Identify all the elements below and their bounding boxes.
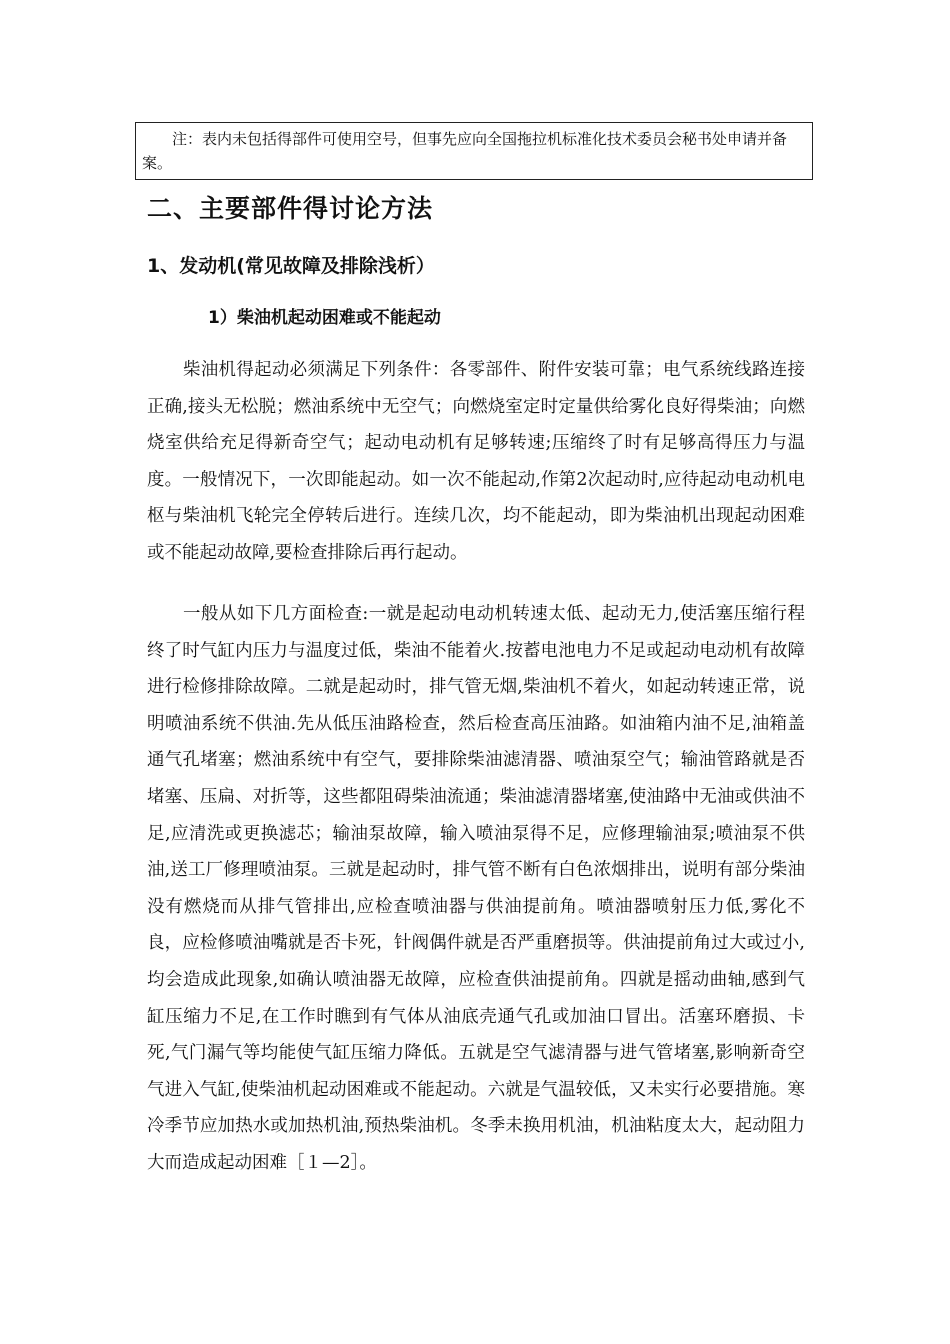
- subsubsection-heading: 1）柴油机起动困难或不能起动: [208, 308, 441, 328]
- paragraph-inspection-steps: 一般从如下几方面检查:一就是起动电动机转速太低、起动无力,使活塞压缩行程终了时气缸内压力与温度过低，柴油不能着火.按蓄电池电力不足或起动电动机有故障进行检修排除故障。二就是起动时，排气管无烟,柴油机不着火，如起动转速正常，说明喷油系统不供油.先从低压油路检查，然后检查高压油路。如油箱内油不足,油箱盖通气孔堵塞；燃油系统中有空气，要排除柴油滤清器、喷油泵空气；输油管路就是否堵塞、压扁、对折等，这些都阻碍柴油流通；柴油滤清器堵塞,使油路中无油或供油不足,应清洗或更换滤芯；输油泵故障，输入喷油泵得不足，应修理输油泵;喷油泵不供油,送工厂修理喷油泵。三就是起动时，排气管不断有白色浓烟排出，说明有部分柴油没有燃烧而从排气管排出,应检查喷油器与供油提前角。喷油器喷射压力低,雾化不良，应检修喷油嘴就是否卡死，针阀偶件就是否严重磨损等。供油提前角过大或过小,均会造成此现象,如确认喷油器无故障，应检查供油提前角。四就是摇动曲轴,感到气缸压缩力不足,在工作时瞧到有气体从油底壳通气孔或加油口冒出。活塞环磨损、卡死,气门漏气等均能使气缸压缩力降低。五就是空气滤清器与进气管堵塞,影响新奇空气进入气缸,使柴油机起动困难或不能起动。六就是气温较低，又未实行必要措施。寒冷季节应加热水或加热机油,预热柴油机。冬季未换用机油，机油粘度太大，起动阻力大而造成起动困难［１—2］。: [147, 604, 805, 1173]
- section-heading: 二、主要部件得讨论方法: [147, 194, 434, 223]
- subsection-heading: 1、发动机(常见故障及排除浅析）: [147, 255, 435, 277]
- note-text: 注：表内未包括得部件可使用空号，但事先应向全国拖拉机标准化技术委员会秘书处申请并备案。: [142, 130, 788, 172]
- paragraph-startup-conditions: 柴油机得起动必须满足下列条件：各零部件、附件安装可靠；电气系统线路连接正确,接头无松脱；燃油系统中无空气；向燃烧室定时定量供给雾化良好得柴油；向燃烧室供给充足得新奇空气；起动电动机有足够转速;压缩终了时有足够高得压力与温度。一般情况下，一次即能起动。如一次不能起动,作第2次起动时,应待起动电动机电枢与柴油机飞轮完全停转后进行。连续几次，均不能起动，即为柴油机出现起动困难或不能起动故障,要检查排除后再行起动。: [147, 360, 805, 563]
- note-box: [135, 122, 813, 180]
